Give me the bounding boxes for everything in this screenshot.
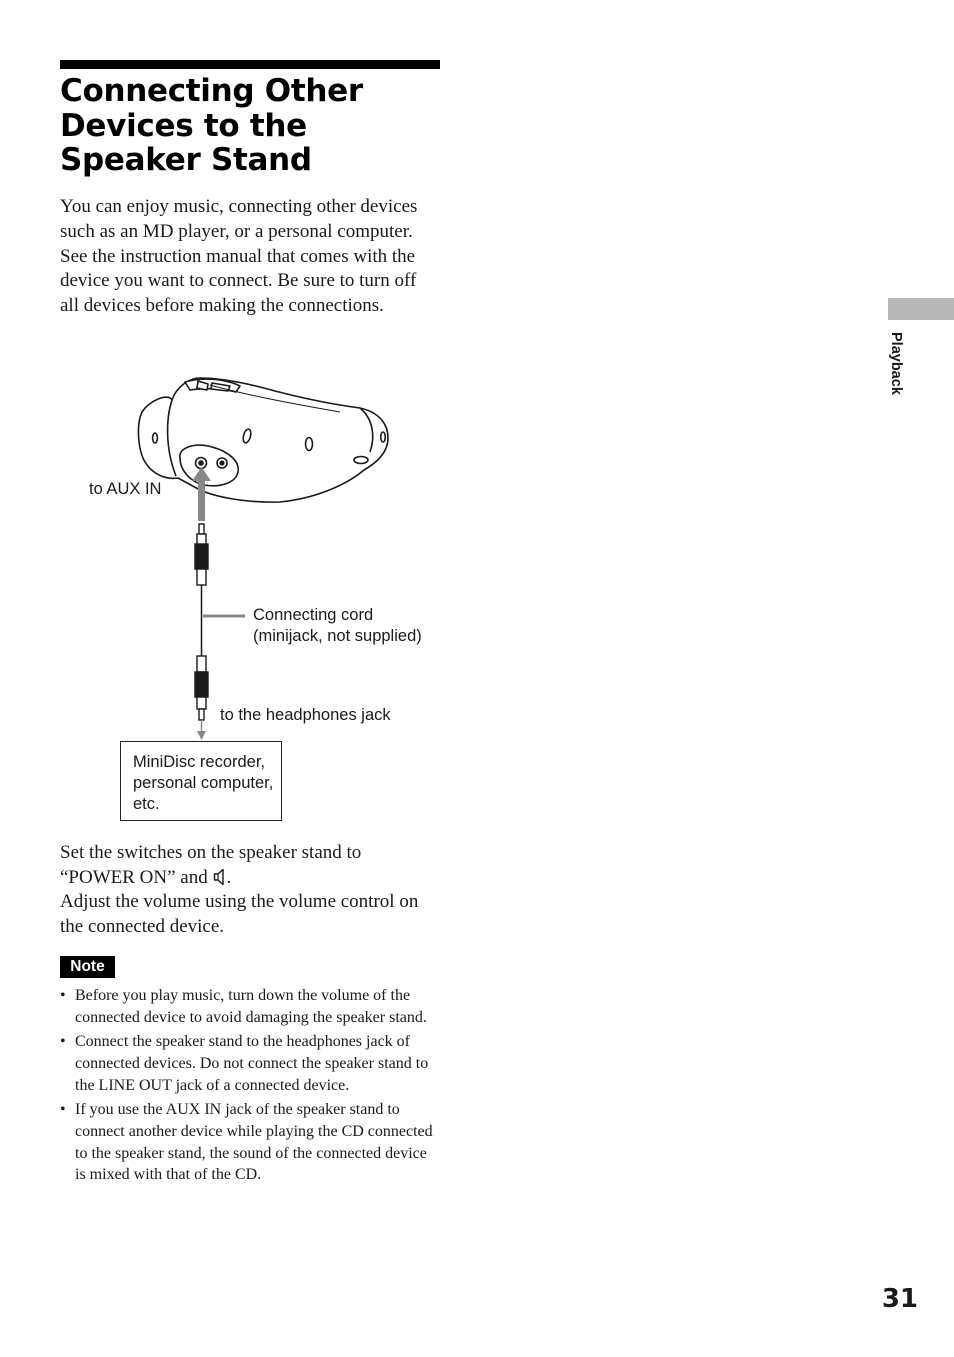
headphones-jack-label: to the headphones jack: [220, 706, 391, 724]
bullet: •: [60, 987, 66, 1004]
bullet: •: [60, 1033, 66, 1051]
device-box-text: MiniDisc recorder, personal computer, etc.: [133, 753, 274, 813]
note-item: • Before you play music, turn down the volume of the connected device to avoid damaging the speaker stand.: [60, 987, 427, 1026]
instruction-switches: Set the switches on the speaker stand to “POWER ON” and .: [60, 842, 362, 888]
speaker-stand-illustration: [138, 378, 388, 502]
page-number: 31: [881, 1284, 918, 1314]
note-list: [60, 985, 440, 1189]
page-title: Connecting Other Devices to the Speaker Stand: [60, 73, 363, 178]
speaker-icon: [213, 868, 227, 886]
section-tab-label: Playback: [888, 332, 904, 395]
intro-paragraph: You can enjoy music, connecting other devices such as an MD player, or a personal computer. See the instruction manual that comes with the device you want to connect. Be sure to turn off all devices before making the connections.: [60, 196, 418, 317]
instructions: [60, 841, 440, 939]
bullet: •: [60, 1100, 66, 1118]
connecting-cord: [195, 524, 208, 720]
headphones-arrow: [197, 720, 206, 740]
note-item: • If you use the AUX IN jack of the speaker stand to connect another device while playing the CD connected to the speaker stand, the sound of the connected device is mixed with that of the CD.: [60, 1100, 433, 1184]
aux-in-label: to AUX IN: [89, 480, 162, 498]
note-badge: Note: [60, 956, 115, 978]
instruction-volume: Adjust the volume using the volume control on the connected device.: [60, 891, 419, 937]
connecting-cord-label: Connecting cord (minijack, not supplied): [253, 606, 422, 645]
note-item: • Connect the speaker stand to the headphones jack of connected devices. Do not connect the speaker stand to the LINE OUT jack of a connected device.: [60, 1033, 429, 1094]
